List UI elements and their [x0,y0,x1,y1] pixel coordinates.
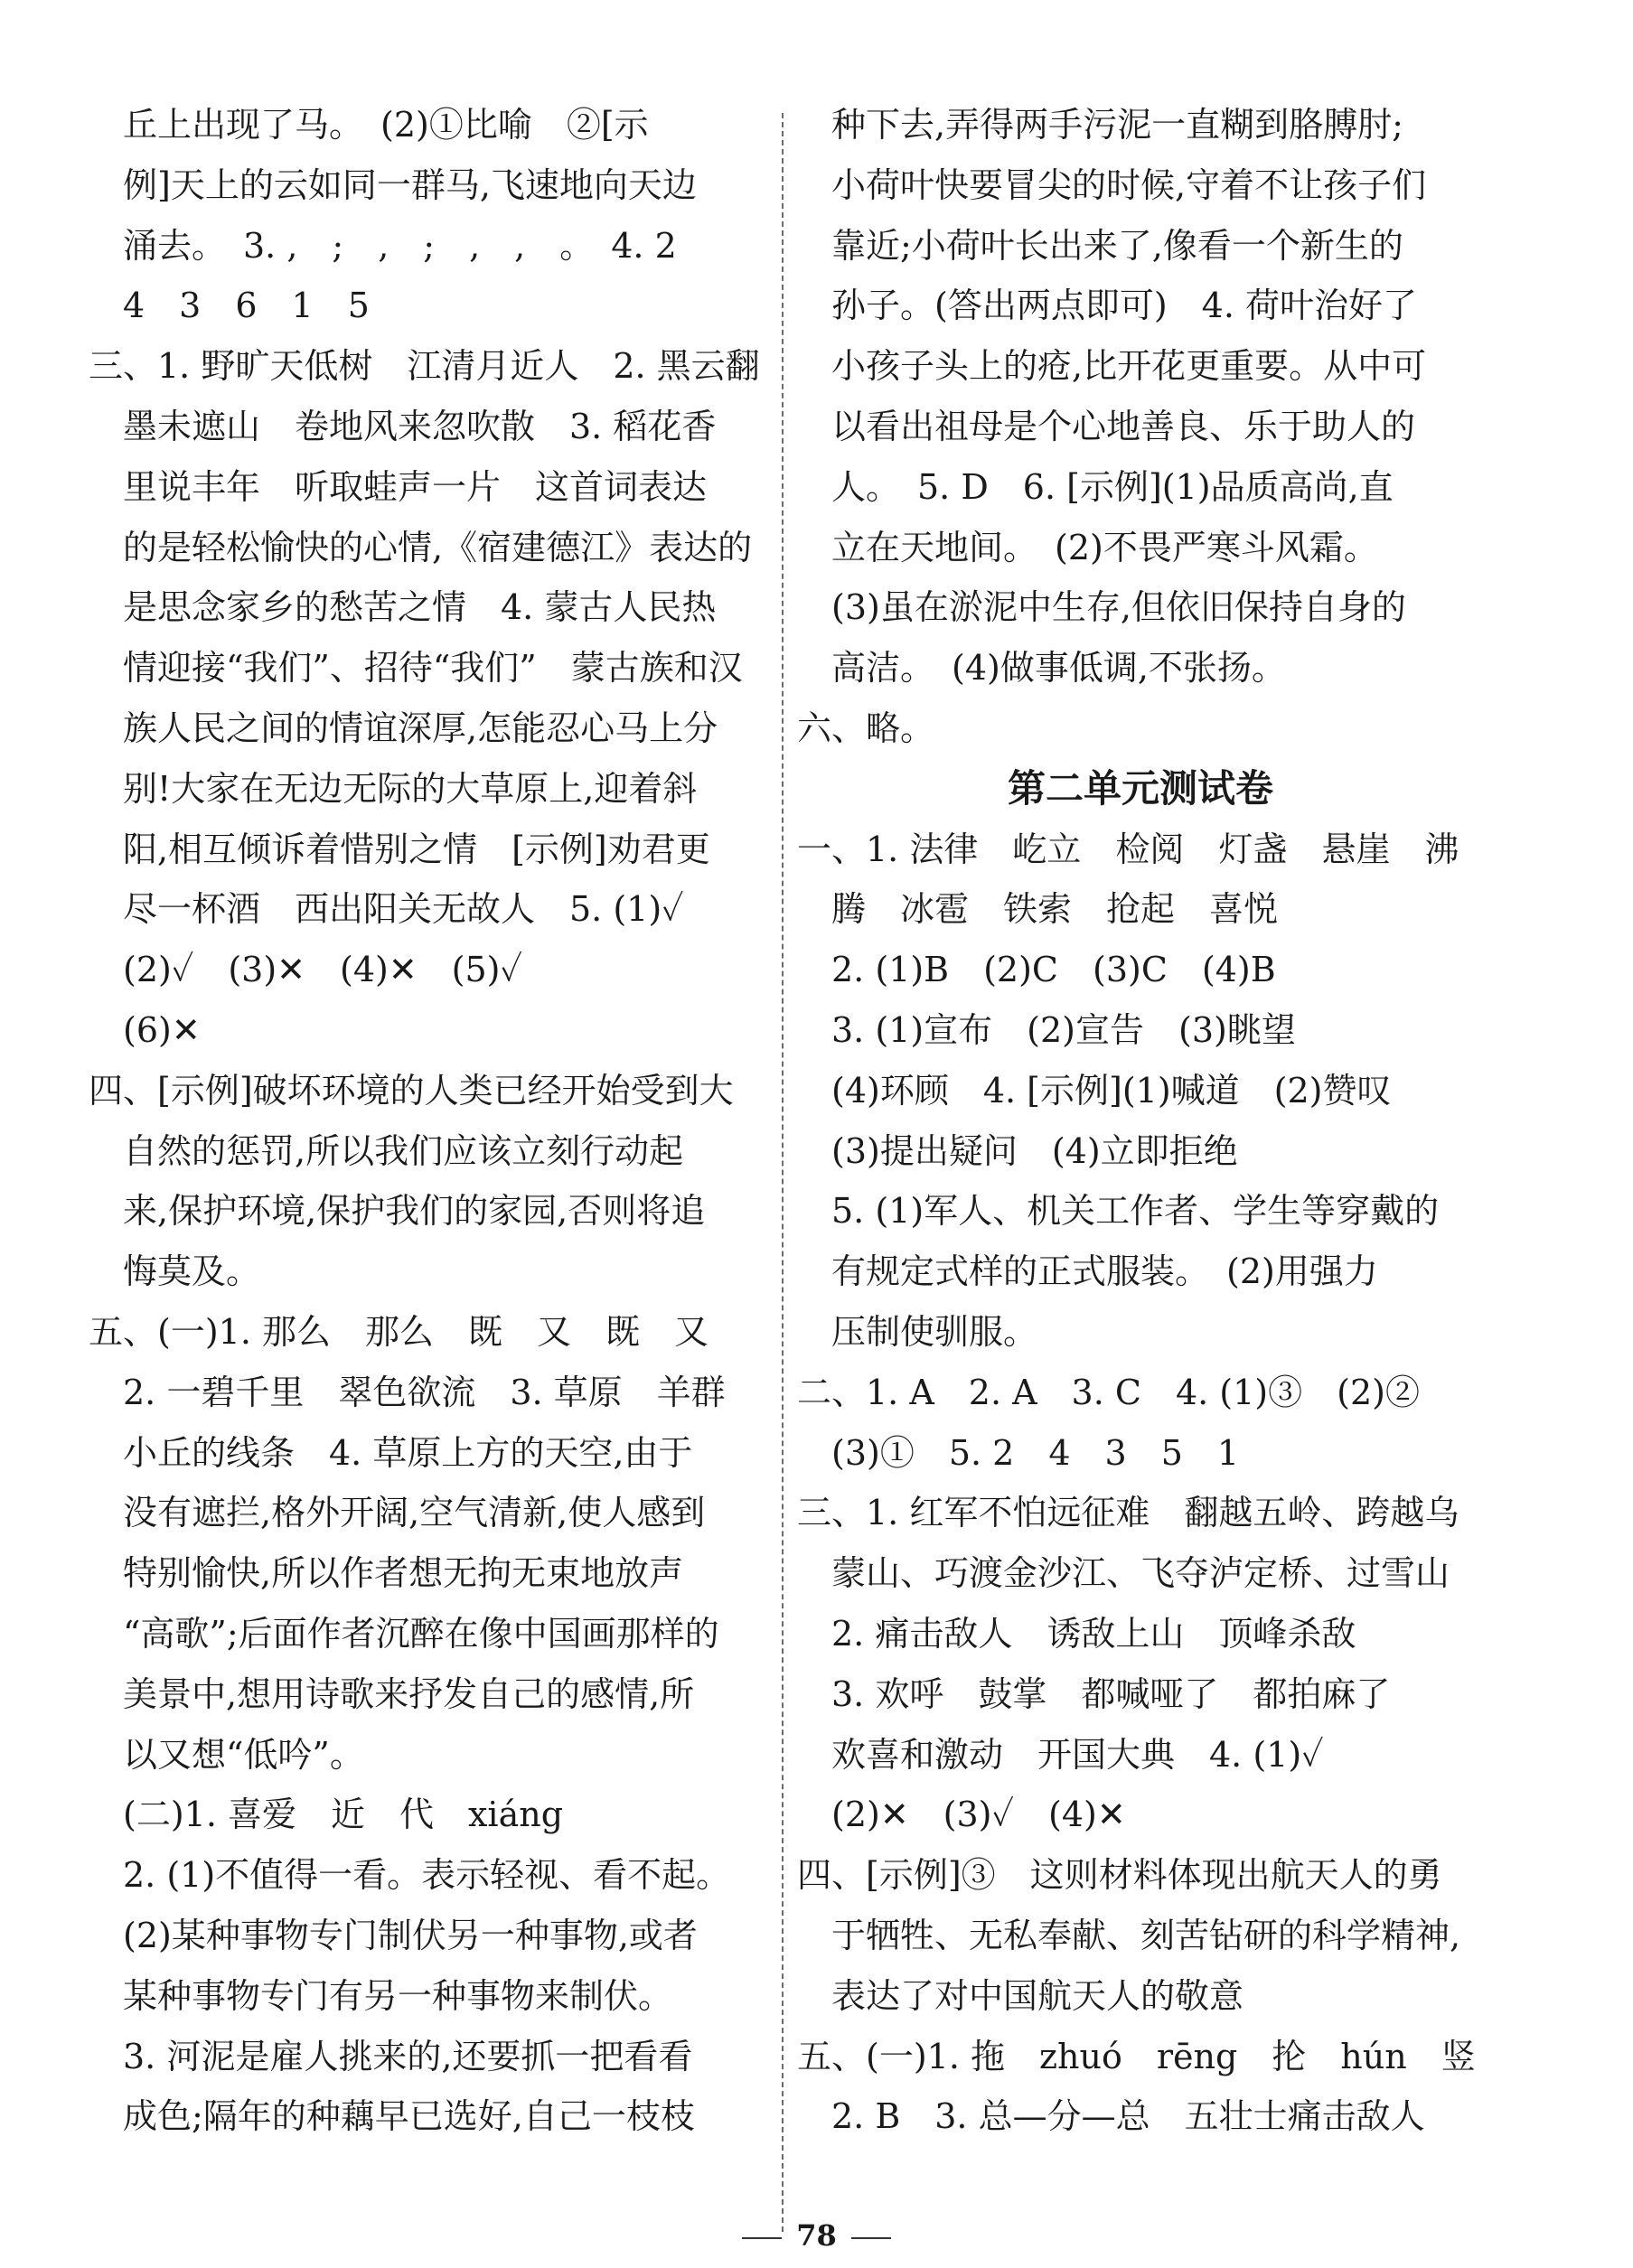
answer-line: 人。 5. D 6. [示例](1)品质高尚,直 [797,467,1394,507]
answer-line: 种下去,弄得两手污泥一直糊到胳膊肘; [797,105,1403,145]
answer-line: 三、1. 野旷天低树 江清月近人 2. 黑云翻 [89,346,760,386]
answer-line: 族人民之间的情谊深厚,怎能忍心马上分 [89,708,718,748]
answer-line: 小荷叶快要冒尖的时候,守着不让孩子们 [797,165,1427,205]
answer-line: 别!大家在无边无际的大草原上,迎着斜 [89,769,698,809]
answer-line: 4 3 6 1 5 [89,286,370,325]
answer-line: 压制使驯服。 [797,1312,1038,1352]
answer-line: (2)✕ (3)✓ (4)✕ [797,1795,1126,1834]
answer-line: (2)某种事物专门制伏另一种事物,或者 [89,1916,698,1955]
answer-line: 阳,相互倾诉着惜别之情 [示例]劝君更 [89,829,710,869]
answer-line: 以看出祖母是个心地善良、乐于助人的 [797,407,1416,446]
column-divider [782,113,784,2232]
answer-line: 里说丰年 听取蛙声一片 这首词表达 [89,467,708,507]
answer-line: 尽一杯酒 西出阳关无故人 5. (1)✓ [89,889,684,929]
answer-line: (3)提出疑问 (4)立即拒绝 [797,1131,1238,1171]
footer-dash-left [742,2237,782,2239]
answer-line: 靠近;小荷叶长出来了,像看一个新生的 [797,226,1403,266]
answer-line: 自然的惩罚,所以我们应该立刻行动起 [89,1131,684,1171]
answer-line: 蒙山、巧渡金沙江、飞夺泸定桥、过雪山 [797,1553,1450,1593]
answer-line: 2. (1)不值得一看。表示轻视、看不起。 [89,1855,731,1895]
answer-line: 美景中,想用诗歌来抒发自己的感情,所 [89,1674,695,1714]
answer-line: 3. 欢呼 鼓掌 都喊哑了 都拍麻了 [797,1674,1391,1714]
footer-dash-right [851,2237,891,2239]
answer-line: 欢喜和激动 开国大典 4. (1)✓ [797,1735,1324,1775]
page-footer [0,2218,1633,2253]
answer-line: 四、[示例]③ 这则材料体现出航天人的勇 [797,1855,1442,1895]
answer-line: 3. (1)宣布 (2)宣告 (3)眺望 [797,1010,1296,1050]
section-title: 第二单元测试卷 [1007,766,1273,811]
answer-line: 于牺牲、无私奉献、刻苦钻研的科学精神, [797,1916,1461,1955]
answer-line: 有规定式样的正式服装。 (2)用强力 [797,1251,1378,1291]
answer-line: 高洁。 (4)做事低调,不张扬。 [797,648,1286,688]
answer-line: 以又想“低吟”。 [89,1735,364,1775]
answer-line: 成色;隔年的种藕早已选好,自己一枝枝 [89,2096,695,2136]
answer-line: 2. 一碧千里 翠色欲流 3. 草原 羊群 [89,1373,726,1412]
answer-line: 墨未遮山 卷地风来忽吹散 3. 稻花香 [89,407,717,446]
answer-line: 来,保护环境,保护我们的家园,否则将追 [89,1191,706,1231]
answer-line: 2. B 3. 总—分—总 五壮士痛击敌人 [797,2096,1425,2136]
answer-line: 情迎接“我们”、招待“我们” 蒙古族和汉 [89,648,743,688]
answer-line: 一、1. 法律 屹立 检阅 灯盏 悬崖 沸 [797,829,1459,869]
answer-line: 例]天上的云如同一群马,飞速地向天边 [89,165,697,205]
answer-line: 2. 痛击敌人 诱敌上山 顶峰杀敌 [797,1614,1356,1654]
answer-line: 表达了对中国航天人的敬意 [797,1976,1244,2016]
answer-line: 5. (1)军人、机关工作者、学生等穿戴的 [797,1191,1440,1231]
answer-line: (3)虽在淤泥中生存,但依旧保持自身的 [797,587,1406,627]
answer-line: (3)① 5. 2 4 3 5 1 [797,1433,1240,1473]
answer-line: 五、(一)1. 那么 那么 既 又 既 又 [89,1312,709,1352]
answer-line: 没有遮拦,格外开阔,空气清新,使人感到 [89,1493,706,1532]
answer-line: 小孩子头上的疮,比开花更重要。从中可 [797,346,1427,386]
answer-line: 3. 河泥是雇人挑来的,还要抓一把看看 [89,2037,693,2076]
answer-line: 2. (1)B (2)C (3)C (4)B [797,950,1276,989]
answer-line: (6)✕ [89,1010,201,1050]
answer-line: 小丘的线条 4. 草原上方的天空,由于 [89,1433,693,1473]
answer-line: 涌去。 3. , ; , ; , , 。 4. 2 [89,226,677,266]
answer-line: 悔莫及。 [89,1251,261,1291]
page-number: 78 [796,2218,837,2253]
answer-line: 立在天地间。 (2)不畏严寒斗风霜。 [797,528,1378,567]
answer-line: “高歌”;后面作者沉醉在像中国画那样的 [89,1614,719,1654]
answer-line: (2)✓ (3)✕ (4)✕ (5)✓ [89,950,523,989]
answer-line: 三、1. 红军不怕远征难 翻越五岭、跨越乌 [797,1493,1459,1532]
answer-line: 是思念家乡的愁苦之情 4. 蒙古人民热 [89,587,717,627]
answer-line: 六、略。 [797,708,935,748]
answer-line: 的是轻松愉快的心情,《宿建德江》表达的 [89,528,753,567]
answer-line: 孙子。(答出两点即可) 4. 荷叶治好了 [797,286,1417,325]
answer-line: 二、1. A 2. A 3. C 4. (1)③ (2)② [797,1373,1420,1412]
answer-line: 特别愉快,所以作者想无拘无束地放声 [89,1553,684,1593]
answer-line: 四、[示例]破坏环境的人类已经开始受到大 [89,1071,734,1111]
answer-line: 五、(一)1. 拖 zhuó rēng 抡 hún 竖 [797,2037,1476,2076]
answer-line: (4)环顾 4. [示例](1)喊道 (2)赞叹 [797,1071,1392,1111]
answer-line: (二)1. 喜爱 近 代 xiáng [89,1795,564,1834]
answer-line: 丘上出现了马。 (2)①比喻 ②[示 [89,105,649,145]
answer-line: 某种事物专门有另一种事物来制伏。 [89,1976,673,2016]
answer-line: 腾 冰雹 铁索 抢起 喜悦 [797,889,1279,929]
